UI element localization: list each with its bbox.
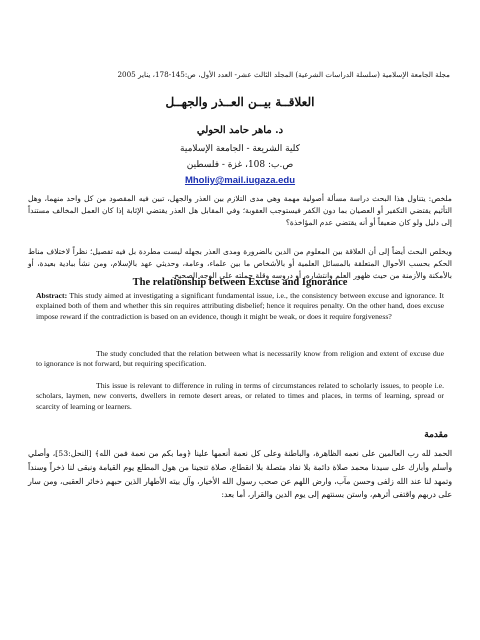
author-name: د. ماهر حامد الحولي (196, 125, 284, 136)
paper-title-arabic: العلاقــة بيــن العــذر والجهــل (165, 95, 315, 109)
abstract-label: Abstract: (36, 291, 68, 300)
journal-citation: مجلة الجامعة الإسلامية (سلسلة الدراسات الشرعية) المجلد الثالث عشر- العدد الأول، ص:145-178، يناير 2005 (117, 70, 450, 79)
postal-address: ص.ب: 108، غزة - فلسطين (186, 160, 294, 170)
paper-title-english: The relationship between Excuse and Ignorance (132, 277, 348, 288)
english-abstract-paragraph-1 (36, 291, 444, 322)
arabic-abstract-paragraph-2: ويخلص البحث أيضاً إلى أن العلاقة بين المعلوم من الدين بالضرورة ومدى العذر بجهله ليست مطردة بل فيه تفصيل؛ نظراً لاختلاف مناط الحكم بحسب الأحوال المتعلقة بالمسائل العلمية أو بالأشخاص ما بين علماء، وعامة، وحديثي عهد بالإسلام، ومن نشأ ببادية بعيدة، أو بالأمكنة والأزمنة من حيث ظهور العلم وانتشاره، أو دروسه وقلة حملته على الوجه الصحيح. (28, 247, 452, 280)
english-abstract-text-1: This study aimed at investigating a significant fundamental issue, i.e., the consistency between excuse and ignorance. It explained both of them and whether this sin requires attributing disbelief; hence it requires penalty. On the other hand, does excuse impose reward if the contradiction is based on an evidence, though it might be weak, or does it require forgiveness? (36, 291, 444, 321)
introduction-paragraph: الحمد لله رب العالمين على نعمه الظاهرة، والباطنة وعلى كل نعمة أنعمها علينا ﴿وما بكم من نعمة فمن الله﴾ [النحل:53]، وأصلي وأسلم وأبارك على سيدنا محمد صلاة دائمة بلا نفاد متصلة بلا انقطاع، صلاة تنجينا من هول المطلع يوم القيامة ونبقى لنا ذخراً وسنداً وتمهد لنا عند الله زلفى وحسن مآب، وارض اللهم عن صحب رسول الله الأخيار، وآل بيته الأطهار الذين حبهم ذخائر العقبى، ومن سار على دربهم واقتفى أثرهم، واستن بسنتهم إلى يوم الدين والقرار، أما بعد: (28, 449, 452, 500)
arabic-abstract-paragraph-1: ملخص: يتناول هذا البحث دراسة مسألة أصولية مهمة وهي مدى التلازم بين العذر والجهل، تبين فيه المقصود من كل واحد منهما، وهل التأثيم يقتضي التكفير أو العصيان بما دون الكفر فيستوجب العقوبة؛ وفي المقابل هل العذر يقتضي الإثابة إذا كان العمل المخالف مستنداً إلى دليل ولو كان ضعيفاً أو أنه يقتضي عدم المؤاخذة؟ (28, 194, 452, 227)
introduction-heading: مقدمة (424, 430, 448, 440)
author-email-link[interactable]: Mholiy@mail.iugaza.edu (184, 175, 296, 186)
english-abstract-paragraph-2: The study concluded that the relation between what is necessarily know from religion and extent of excuse due to ignorance is not forward, but requiring specification. (36, 349, 444, 369)
affiliation: كلية الشريعة - الجامعة الإسلامية (180, 144, 300, 154)
english-abstract-paragraph-3: This issue is relevant to difference in ruling in terms of circumstances related to scholarly issues, to people i.e. scholars, laymen, new converts, dwellers in remote desert areas, or related to times and places, in terms of learning, spread or scarcity of learning or learners. (36, 381, 444, 411)
